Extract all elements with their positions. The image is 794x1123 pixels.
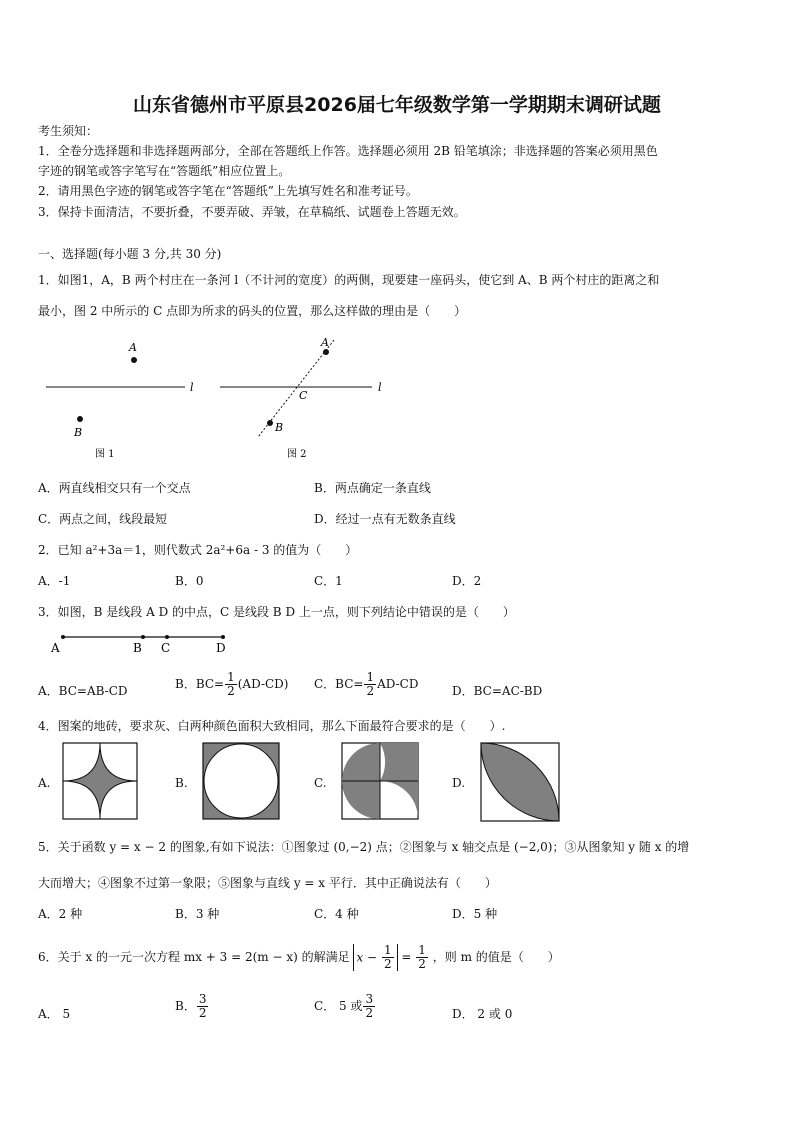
q3-label-a: A bbox=[51, 641, 60, 655]
q1-option-c[interactable]: C．两点之间，线段最短 bbox=[38, 512, 168, 526]
q1-figures bbox=[40, 335, 400, 465]
q1-stem-line1: 1．如图1，A，B 两个村庄在一条河 l（不计河的宽度）的两侧，现要建一座码头，使它到 A、B 两个村庄的距离之和 bbox=[38, 273, 660, 287]
q5-option-b[interactable]: B．3 种 bbox=[175, 907, 220, 921]
q2-option-b[interactable]: B．0 bbox=[175, 574, 204, 588]
section-heading: 一、选择题(每小题 3 分,共 30 分) bbox=[38, 247, 222, 261]
q1-option-d[interactable]: D．经过一点有无数条直线 bbox=[314, 512, 456, 526]
q6-option-b[interactable] bbox=[175, 993, 209, 1020]
q4-tile-b-circle bbox=[204, 744, 278, 818]
fig2-label-a: A bbox=[321, 336, 329, 349]
fig1-label-a: A bbox=[129, 341, 137, 354]
q3-option-b-prefix: B．BC= bbox=[175, 677, 225, 691]
q3-option-b[interactable] bbox=[175, 671, 288, 698]
fig1-label-b: B bbox=[74, 426, 83, 439]
q3-point-b bbox=[141, 635, 145, 639]
q1-stem-line2: 最小，图 2 中所示的 C 点即为所求的码头的位置，那么这样做的理由是（ ） bbox=[38, 304, 467, 318]
q4-tile-b[interactable] bbox=[202, 742, 280, 820]
q6-option-d[interactable]: D． 2 或 0 bbox=[452, 1007, 513, 1021]
q1-option-b[interactable]: B．两点确定一条直线 bbox=[314, 481, 431, 495]
q4-stem: 4．图案的地砖，要求灰、白两种颜色面积大致相同，那么下面最符合要求的是（ ）. bbox=[38, 719, 506, 733]
q3-option-b-suffix: (AD-CD) bbox=[237, 677, 289, 691]
q2-option-a[interactable]: A．-1 bbox=[38, 574, 71, 588]
q3-label-c: C bbox=[161, 641, 171, 655]
q4-option-a-label[interactable]: A. bbox=[38, 776, 51, 790]
q6-option-c[interactable] bbox=[314, 993, 376, 1020]
q4-tile-a[interactable] bbox=[62, 742, 138, 820]
q3-option-d[interactable]: D．BC=AC-BD bbox=[452, 684, 543, 698]
q3-point-c bbox=[165, 635, 169, 639]
q5-option-d[interactable]: D．5 种 bbox=[452, 907, 498, 921]
q4-tile-c[interactable] bbox=[341, 742, 419, 820]
q6-stem-suffix: ，则 m 的值是（ ） bbox=[432, 950, 560, 964]
q6-option-b-prefix: B． bbox=[175, 999, 196, 1013]
notice-item-1-line1: 1．全卷分选择题和非选择题两部分，全部在答题纸上作答。选择题必须用 2B 铅笔填涂；非选择题的答案必须用黑色 bbox=[38, 144, 658, 158]
q3-label-d: D bbox=[216, 641, 226, 655]
q5-option-a[interactable]: A．2 种 bbox=[38, 907, 83, 921]
fig2-caption: 图 2 bbox=[287, 449, 307, 460]
fig1-label-l: l bbox=[190, 381, 194, 394]
notice-item-3: 3．保持卡面清洁，不要折叠，不要弄破、弄皱，在草稿纸、试题卷上答题无效。 bbox=[38, 205, 466, 219]
fig1-caption: 图 1 bbox=[95, 449, 115, 460]
q6-rhs-fraction: $\frac{1}{2}$ bbox=[418, 943, 426, 971]
q4-option-c-label[interactable]: C. bbox=[314, 776, 327, 790]
q2-option-c[interactable]: C．1 bbox=[314, 574, 343, 588]
page-title: 山东省德州市平原县2026届七年级数学第一学期期末调研试题 bbox=[133, 94, 661, 116]
q6-stem bbox=[38, 944, 560, 971]
q6-equals: = bbox=[401, 950, 412, 964]
q3-point-d bbox=[221, 635, 225, 639]
q3-option-c-prefix: C．BC= bbox=[314, 677, 364, 691]
q6-abs-fraction: $\frac{1}{2}$ bbox=[383, 943, 392, 971]
notice-item-2: 2．请用黑色字迹的钢笔或答字笔在“答题纸”上先填写姓名和准考证号。 bbox=[38, 184, 418, 198]
fig1-point-b bbox=[77, 416, 83, 422]
q6-absolute-value: x − $\frac{1}{2}$ bbox=[353, 944, 397, 971]
q3-segment-figure bbox=[45, 628, 245, 656]
fig2-point-b bbox=[267, 420, 273, 426]
q3-option-c-suffix: AD-CD bbox=[377, 677, 419, 691]
q4-option-b-label[interactable]: B. bbox=[175, 776, 188, 790]
q3-option-c[interactable] bbox=[314, 671, 418, 698]
q3-label-b: B bbox=[133, 641, 142, 655]
q5-stem-line1: 5．关于函数 y = x − 2 的图象,有如下说法：①图象过 (0,−2) 点；②图象与 x 轴交点是 (−2,0)；③从图象知 y 随 x 的增 bbox=[38, 840, 690, 854]
fig1-point-a bbox=[131, 357, 137, 363]
q5-stem-line2: 大而增大；④图象不过第一象限；⑤图象与直线 y = x 平行．其中正确说法有（ ） bbox=[38, 876, 497, 890]
q6-option-c-fraction: $\frac{3}{2}$ bbox=[365, 992, 374, 1020]
q2-stem: 2．已知 a²+3a＝1，则代数式 2a²+6a - 3 的值为（ ） bbox=[38, 543, 358, 557]
q6-stem-prefix: 6．关于 x 的一元一次方程 mx + 3 = 2(m − x) 的解满足 bbox=[38, 950, 350, 964]
fig2-label-l: l bbox=[378, 381, 382, 394]
notice-heading: 考生须知： bbox=[38, 124, 99, 138]
fig2-label-b: B bbox=[275, 421, 284, 434]
q3-stem: 3．如图，B 是线段 A D 的中点，C 是线段 B D 上一点，则下列结论中错误的是（ ） bbox=[38, 605, 515, 619]
q6-option-c-prefix: C． 5 或 bbox=[314, 999, 363, 1013]
q2-option-d[interactable]: D．2 bbox=[452, 574, 482, 588]
fig2-point-a bbox=[323, 349, 329, 355]
fig2-label-c: C bbox=[299, 389, 308, 402]
q4-tile-d[interactable] bbox=[480, 742, 560, 822]
q5-option-c[interactable]: C．4 种 bbox=[314, 907, 359, 921]
q4-option-d-label[interactable]: D. bbox=[452, 776, 466, 790]
q4-tile-c-sector-2 bbox=[380, 743, 418, 781]
q3-option-a[interactable]: A．BC=AB-CD bbox=[38, 684, 128, 698]
q3-option-c-fraction: $\frac{1}{2}$ bbox=[366, 670, 375, 698]
q3-point-a bbox=[61, 635, 65, 639]
q1-option-a[interactable]: A．两直线相交只有一个交点 bbox=[38, 481, 191, 495]
q6-option-b-fraction: $\frac{3}{2}$ bbox=[198, 992, 207, 1020]
q3-option-b-fraction: $\frac{1}{2}$ bbox=[227, 670, 235, 698]
q6-option-a[interactable]: A． 5 bbox=[38, 1007, 71, 1021]
notice-item-1-line2: 字迹的钢笔或答字笔写在“答题纸”相应位置上。 bbox=[38, 164, 291, 178]
